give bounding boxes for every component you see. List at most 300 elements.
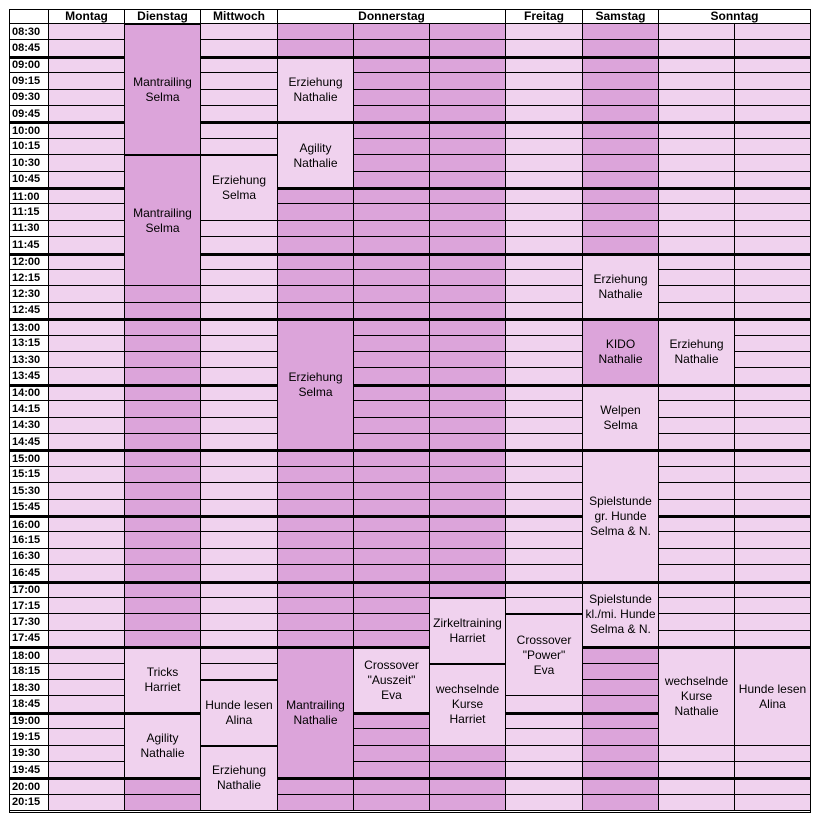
slot-cell — [125, 795, 201, 811]
slot-cell — [430, 270, 506, 286]
slot-cell — [583, 57, 659, 73]
time-label: 16:30 — [9, 549, 49, 565]
slot-cell — [49, 598, 125, 614]
slot-cell — [735, 319, 811, 335]
time-label: 11:15 — [9, 204, 49, 220]
slot-cell — [430, 467, 506, 483]
slot-cell — [659, 188, 735, 204]
slot-cell — [125, 418, 201, 434]
time-label: 15:30 — [9, 483, 49, 499]
slot-cell — [354, 418, 430, 434]
slot-cell — [201, 532, 278, 548]
slot-cell — [201, 516, 278, 532]
time-label: 15:00 — [9, 450, 49, 466]
slot-cell — [125, 549, 201, 565]
course-text-line: Nathalie — [293, 155, 338, 170]
slot-cell — [430, 401, 506, 417]
slot-cell — [659, 90, 735, 106]
course-text-line: "Power" — [522, 647, 566, 662]
slot-cell — [735, 598, 811, 614]
slot-cell — [506, 450, 583, 466]
course-text-line: Selma — [603, 418, 638, 433]
day-header-montag: Montag — [49, 9, 125, 24]
slot-cell — [430, 188, 506, 204]
slot-cell — [506, 172, 583, 188]
course-block-erziehung-nathalie-sa[interactable] — [583, 254, 659, 320]
slot-cell — [583, 746, 659, 762]
course-text-line: Harriet — [449, 630, 486, 645]
slot-cell — [659, 532, 735, 548]
slot-cell — [506, 696, 583, 712]
slot-cell — [659, 122, 735, 138]
slot-cell — [583, 647, 659, 663]
slot-cell — [659, 450, 735, 466]
slot-cell — [201, 549, 278, 565]
course-block-agility-nathalie-di[interactable] — [125, 713, 201, 779]
slot-cell — [354, 762, 430, 778]
slot-cell — [354, 172, 430, 188]
course-block-agility-nathalie-do[interactable] — [278, 122, 354, 188]
slot-cell — [735, 122, 811, 138]
course-text-line: Agility — [299, 140, 332, 155]
slot-cell — [201, 368, 278, 384]
slot-cell — [201, 483, 278, 499]
slot-cell — [201, 57, 278, 73]
course-block-tricks-harriet[interactable] — [125, 647, 201, 713]
course-text-line: Mantrailing — [286, 698, 345, 713]
course-text-line: Selma & N. — [590, 523, 651, 538]
slot-cell — [430, 418, 506, 434]
slot-cell — [659, 237, 735, 253]
slot-cell — [506, 368, 583, 384]
slot-cell — [735, 303, 811, 319]
slot-cell — [735, 532, 811, 548]
slot-cell — [278, 483, 354, 499]
slot-cell — [506, 352, 583, 368]
slot-cell — [354, 303, 430, 319]
slot-cell — [49, 155, 125, 171]
time-label: 15:15 — [9, 467, 49, 483]
slot-cell — [430, 254, 506, 270]
slot-cell — [49, 434, 125, 450]
time-label: 17:15 — [9, 598, 49, 614]
slot-cell — [49, 418, 125, 434]
course-text-line: Nathalie — [293, 713, 338, 728]
slot-cell — [354, 713, 430, 729]
slot-cell — [506, 713, 583, 729]
course-text-line: Kurse — [680, 689, 713, 704]
course-block-spielstunde-kl-sa[interactable] — [583, 582, 659, 648]
slot-cell — [201, 122, 278, 138]
slot-cell — [201, 664, 278, 680]
slot-cell — [278, 24, 354, 40]
slot-cell — [735, 795, 811, 811]
slot-cell — [430, 139, 506, 155]
slot-cell — [278, 237, 354, 253]
slot-cell — [201, 631, 278, 647]
slot-cell — [735, 778, 811, 794]
slot-cell — [735, 40, 811, 56]
slot-cell — [354, 598, 430, 614]
slot-cell — [49, 270, 125, 286]
course-text-line: Erziehung — [593, 271, 648, 286]
slot-cell — [735, 106, 811, 122]
slot-cell — [49, 680, 125, 696]
course-text-line: Mantrailing — [133, 205, 192, 220]
slot-cell — [201, 73, 278, 89]
time-label: 13:15 — [9, 336, 49, 352]
course-text-line: Selma — [298, 385, 333, 400]
slot-cell — [201, 450, 278, 466]
time-label: 16:00 — [9, 516, 49, 532]
slot-cell — [201, 467, 278, 483]
slot-cell — [278, 40, 354, 56]
slot-cell — [278, 450, 354, 466]
slot-cell — [49, 172, 125, 188]
slot-cell — [201, 336, 278, 352]
slot-cell — [735, 450, 811, 466]
slot-cell — [583, 713, 659, 729]
slot-cell — [735, 434, 811, 450]
slot-cell — [354, 90, 430, 106]
time-label: 11:30 — [9, 221, 49, 237]
slot-cell — [583, 188, 659, 204]
slot-cell — [735, 90, 811, 106]
slot-cell — [430, 385, 506, 401]
slot-cell — [354, 549, 430, 565]
time-label: 18:30 — [9, 680, 49, 696]
time-label: 19:00 — [9, 713, 49, 729]
slot-cell — [506, 418, 583, 434]
slot-cell — [354, 73, 430, 89]
course-block-crossover-auszeit-eva[interactable] — [354, 647, 430, 713]
time-label: 10:15 — [9, 139, 49, 155]
slot-cell — [659, 565, 735, 581]
course-text-line: "Auszeit" — [367, 672, 416, 687]
slot-cell — [735, 631, 811, 647]
time-label: 13:30 — [9, 352, 49, 368]
day-header-sonntag: Sonntag — [659, 9, 811, 24]
slot-cell — [735, 746, 811, 762]
slot-cell — [583, 204, 659, 220]
course-text-line: Selma — [145, 89, 180, 104]
slot-cell — [659, 746, 735, 762]
slot-cell — [354, 106, 430, 122]
slot-cell — [506, 434, 583, 450]
slot-cell — [125, 565, 201, 581]
slot-cell — [49, 664, 125, 680]
course-block-hunde-lesen-alina-so[interactable] — [735, 647, 811, 745]
slot-cell — [354, 155, 430, 171]
slot-cell — [430, 532, 506, 548]
slot-cell — [125, 631, 201, 647]
slot-cell — [659, 418, 735, 434]
slot-cell — [735, 500, 811, 516]
course-block-mantrailing-nathalie-do[interactable] — [278, 647, 354, 778]
slot-cell — [201, 385, 278, 401]
slot-cell — [430, 336, 506, 352]
slot-cell — [735, 73, 811, 89]
slot-cell — [430, 237, 506, 253]
slot-cell — [659, 549, 735, 565]
course-block-hunde-lesen-alina-mi[interactable] — [201, 680, 278, 746]
slot-cell — [354, 516, 430, 532]
slot-cell — [354, 368, 430, 384]
course-text-line: Crossover — [516, 632, 572, 647]
slot-cell — [506, 237, 583, 253]
slot-cell — [735, 204, 811, 220]
slot-cell — [430, 483, 506, 499]
slot-cell — [735, 24, 811, 40]
slot-cell — [278, 795, 354, 811]
slot-cell — [735, 762, 811, 778]
slot-cell — [735, 172, 811, 188]
slot-cell — [125, 483, 201, 499]
course-block-erziehung-selma-do[interactable] — [278, 319, 354, 450]
slot-cell — [506, 139, 583, 155]
course-block-crossover-power-eva[interactable] — [506, 614, 583, 696]
slot-cell — [506, 746, 583, 762]
slot-cell — [659, 401, 735, 417]
slot-cell — [583, 122, 659, 138]
slot-cell — [201, 24, 278, 40]
slot-cell — [659, 139, 735, 155]
slot-cell — [125, 385, 201, 401]
course-text-line: Nathalie — [293, 90, 338, 105]
slot-cell — [49, 286, 125, 302]
slot-cell — [430, 450, 506, 466]
slot-cell — [49, 106, 125, 122]
slot-cell — [659, 254, 735, 270]
slot-cell — [49, 188, 125, 204]
slot-cell — [354, 57, 430, 73]
slot-cell — [430, 549, 506, 565]
slot-cell — [506, 122, 583, 138]
slot-cell — [583, 795, 659, 811]
slot-cell — [583, 729, 659, 745]
time-label: 08:45 — [9, 40, 49, 56]
slot-cell — [506, 598, 583, 614]
slot-cell — [354, 582, 430, 598]
slot-cell — [430, 204, 506, 220]
slot-cell — [659, 762, 735, 778]
slot-cell — [354, 565, 430, 581]
course-text-line: Harriet — [144, 680, 181, 695]
slot-cell — [354, 221, 430, 237]
slot-cell — [49, 795, 125, 811]
slot-cell — [125, 778, 201, 794]
slot-cell — [659, 57, 735, 73]
slot-cell — [735, 270, 811, 286]
slot-cell — [506, 582, 583, 598]
course-block-erziehung-selma-mi[interactable] — [201, 155, 278, 221]
slot-cell — [506, 483, 583, 499]
slot-cell — [49, 237, 125, 253]
course-block-mantrailing-selma-2[interactable] — [125, 155, 201, 286]
time-label: 14:45 — [9, 434, 49, 450]
slot-cell — [201, 647, 278, 663]
slot-cell — [49, 303, 125, 319]
slot-cell — [735, 188, 811, 204]
course-text-line: Selma & N. — [590, 622, 651, 637]
slot-cell — [354, 188, 430, 204]
slot-cell — [506, 729, 583, 745]
slot-cell — [430, 303, 506, 319]
time-label: 08:30 — [9, 24, 49, 40]
slot-cell — [583, 155, 659, 171]
slot-cell — [735, 286, 811, 302]
slot-cell — [201, 254, 278, 270]
slot-cell — [201, 221, 278, 237]
slot-cell — [49, 204, 125, 220]
course-text-line: Eva — [381, 687, 402, 702]
slot-cell — [125, 450, 201, 466]
slot-cell — [354, 729, 430, 745]
slot-cell — [735, 254, 811, 270]
slot-cell — [354, 746, 430, 762]
slot-cell — [49, 122, 125, 138]
slot-cell — [278, 614, 354, 630]
slot-cell — [659, 483, 735, 499]
slot-cell — [735, 57, 811, 73]
time-label: 17:00 — [9, 582, 49, 598]
slot-cell — [201, 434, 278, 450]
slot-cell — [49, 401, 125, 417]
slot-cell — [430, 778, 506, 794]
slot-cell — [659, 467, 735, 483]
time-label: 10:45 — [9, 172, 49, 188]
slot-cell — [354, 385, 430, 401]
slot-cell — [430, 762, 506, 778]
slot-cell — [201, 418, 278, 434]
day-header-mittwoch: Mittwoch — [201, 9, 278, 24]
slot-cell — [49, 778, 125, 794]
slot-cell — [201, 40, 278, 56]
slot-cell — [201, 90, 278, 106]
slot-cell — [49, 614, 125, 630]
course-block-welpen-selma-sa[interactable] — [583, 385, 659, 451]
slot-cell — [430, 352, 506, 368]
slot-cell — [735, 352, 811, 368]
course-block-erziehung-nathalie-mi[interactable] — [201, 746, 278, 812]
slot-cell — [506, 188, 583, 204]
slot-cell — [354, 40, 430, 56]
slot-cell — [735, 401, 811, 417]
slot-cell — [354, 500, 430, 516]
slot-cell — [659, 155, 735, 171]
time-label: 09:30 — [9, 90, 49, 106]
slot-cell — [735, 565, 811, 581]
slot-cell — [735, 483, 811, 499]
slot-cell — [659, 303, 735, 319]
slot-cell — [430, 155, 506, 171]
slot-cell — [430, 90, 506, 106]
time-label: 09:00 — [9, 57, 49, 73]
slot-cell — [583, 106, 659, 122]
slot-cell — [49, 336, 125, 352]
day-header-freitag: Freitag — [506, 9, 583, 24]
slot-cell — [201, 303, 278, 319]
slot-cell — [659, 221, 735, 237]
slot-cell — [506, 254, 583, 270]
slot-cell — [735, 237, 811, 253]
slot-cell — [49, 40, 125, 56]
slot-cell — [49, 368, 125, 384]
slot-cell — [659, 598, 735, 614]
slot-cell — [583, 237, 659, 253]
slot-cell — [583, 139, 659, 155]
slot-cell — [583, 696, 659, 712]
course-text-line: Alina — [759, 696, 786, 711]
slot-cell — [278, 467, 354, 483]
course-block-erziehung-nathalie-do[interactable] — [278, 57, 354, 123]
course-block-zirkeltraining-harriet[interactable] — [430, 598, 506, 664]
course-block-wechselnde-kurse-nathalie-so[interactable] — [659, 647, 735, 745]
course-text-line: Alina — [225, 712, 253, 727]
slot-cell — [278, 500, 354, 516]
slot-cell — [735, 336, 811, 352]
slot-cell — [201, 565, 278, 581]
slot-cell — [49, 746, 125, 762]
slot-cell — [354, 254, 430, 270]
slot-cell — [430, 500, 506, 516]
slot-cell — [430, 746, 506, 762]
slot-cell — [49, 631, 125, 647]
course-text-line: Nathalie — [598, 286, 643, 301]
course-block-mantrailing-selma-1[interactable] — [125, 24, 201, 155]
time-label: 18:00 — [9, 647, 49, 663]
course-text-line: Nathalie — [674, 352, 719, 367]
day-header-samstag: Samstag — [583, 9, 659, 24]
time-label: 10:00 — [9, 122, 49, 138]
slot-cell — [506, 57, 583, 73]
slot-cell — [201, 500, 278, 516]
time-label: 12:00 — [9, 254, 49, 270]
slot-cell — [201, 614, 278, 630]
slot-cell — [659, 204, 735, 220]
course-block-kido-nathalie-sa[interactable] — [583, 319, 659, 385]
slot-cell — [125, 516, 201, 532]
course-block-spielstunde-gr-sa[interactable] — [583, 450, 659, 581]
course-block-wechselnde-kurse-harriet[interactable] — [430, 664, 506, 746]
course-text-line: Nathalie — [674, 704, 719, 719]
slot-cell — [201, 139, 278, 155]
slot-cell — [659, 270, 735, 286]
time-label: 17:45 — [9, 631, 49, 647]
slot-cell — [735, 385, 811, 401]
slot-cell — [125, 500, 201, 516]
slot-cell — [506, 286, 583, 302]
slot-cell — [506, 40, 583, 56]
slot-cell — [49, 221, 125, 237]
course-block-erziehung-nathalie-so[interactable] — [659, 319, 735, 385]
time-label: 19:15 — [9, 729, 49, 745]
slot-cell — [583, 73, 659, 89]
slot-cell — [49, 549, 125, 565]
time-label: 20:00 — [9, 778, 49, 794]
slot-cell — [201, 401, 278, 417]
slot-cell — [430, 40, 506, 56]
day-header-donnerstag: Donnerstag — [278, 9, 506, 24]
slot-cell — [506, 467, 583, 483]
slot-cell — [354, 139, 430, 155]
slot-cell — [659, 582, 735, 598]
slot-cell — [354, 319, 430, 335]
slot-cell — [506, 795, 583, 811]
slot-cell — [735, 614, 811, 630]
slot-cell — [430, 122, 506, 138]
course-text-line: Welpen — [600, 403, 641, 418]
